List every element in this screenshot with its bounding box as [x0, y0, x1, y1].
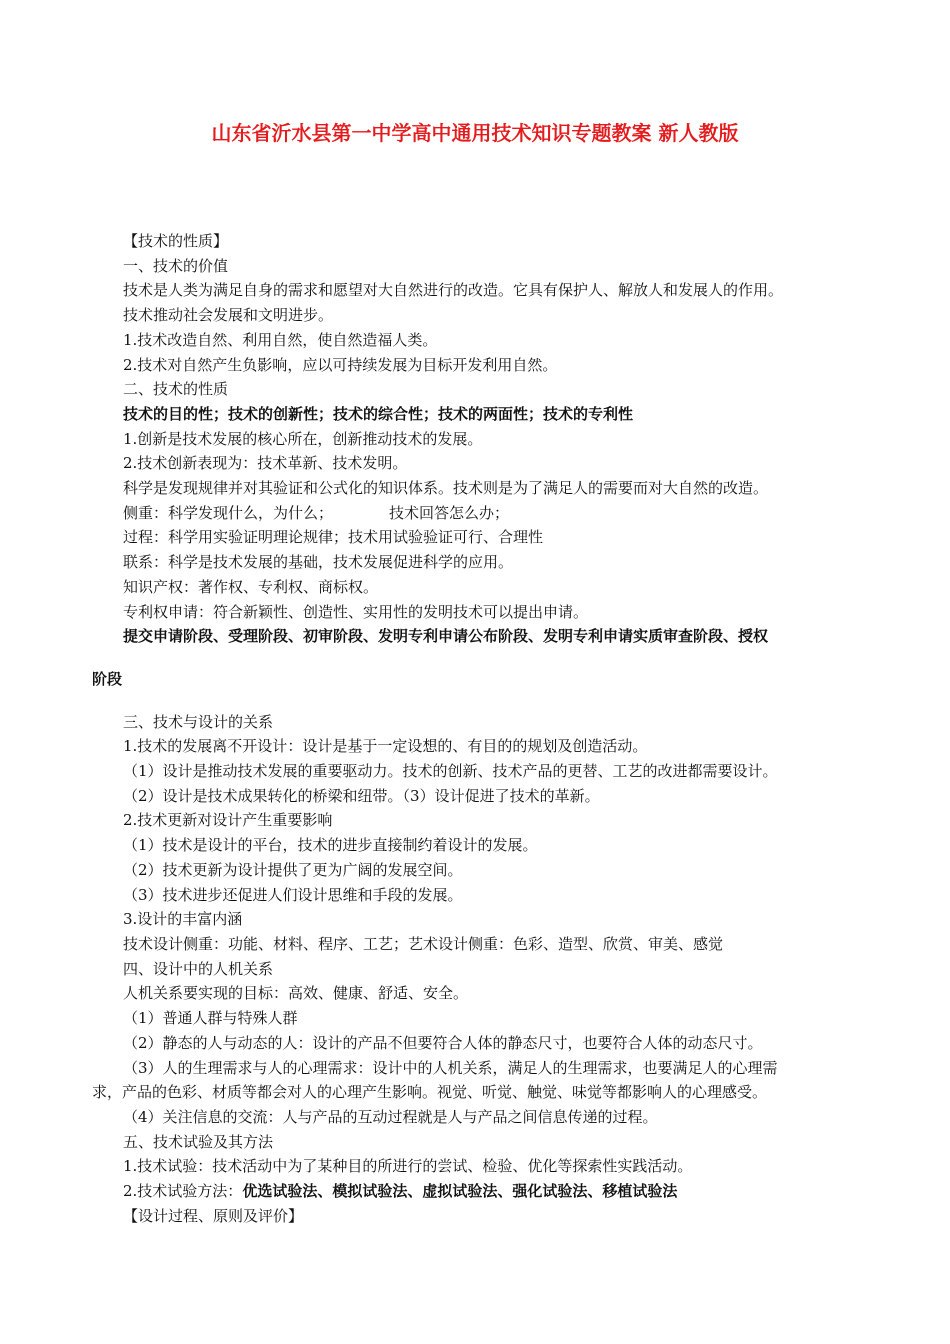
emphasis-text: 技术回答怎么办； [389, 503, 510, 522]
list-item: （2）技术更新为设计提供了更为广阔的发展空间。 [123, 860, 463, 879]
list-item [0, 1179, 950, 1204]
list-item: （2）设计是技术成果转化的桥梁和纽带。（3）设计促进了技术的革新。 [123, 786, 600, 805]
list-item-continued: 求，产品的色彩、材质等都会对人的心理产生影响。视觉、听觉、触觉、味觉等都影响人的心理感受。 [92, 1083, 768, 1102]
paragraph: 技术设计侧重：功能、材料、程序、工艺；艺术设计侧重：色彩、造型、欣赏、审美、感觉 [123, 934, 724, 953]
paragraph: 技术推动社会发展和文明进步。 [123, 306, 334, 325]
list-item: （3）人的生理需求与人的心理需求：设计中的人机关系，满足人的生理需求，也要满足人的心理需 [123, 1058, 778, 1077]
list-item: 1.技术改造自然、利用自然，使自然造福人类。 [123, 330, 438, 349]
paragraph: 联系：科学是技术发展的基础，技术发展促进科学的应用。 [123, 553, 514, 572]
list-item: 2.技术创新表现为：技术革新、技术发明。 [123, 454, 408, 473]
document-title: 山东省沂水县第一中学高中通用技术知识专题教案 新人教版 [211, 121, 739, 145]
emphasis-text: 侧重：科学发现什么，为什么； [123, 503, 334, 522]
bold-keypoints: 技术的目的性；技术的创新性；技术的综合性；技术的两面性；技术的专利性 [123, 404, 634, 423]
list-item: 1.技术试验：技术活动中为了某种目的所进行的尝试、检验、优化等探索性实践活动。 [123, 1157, 693, 1176]
paragraph: 知识产权：著作权、专利权、商标权。 [123, 577, 379, 596]
paragraph: 技术是人类为满足自身的需求和愿望对大自然进行的改造。它具有保护人、解放人和发展人的作用。 [123, 281, 784, 300]
list-item: （4）关注信息的交流：人与产品的互动过程就是人与产品之间信息传递的过程。 [123, 1107, 658, 1126]
list-item: 2.技术更新对设计产生重要影响 [123, 811, 333, 830]
paragraph [0, 501, 950, 526]
bold-keypoints: 提交申请阶段、受理阶段、初审阶段、发明专利申请公布阶段、发明专利申请实质审查阶段、授权 [123, 627, 769, 646]
subheading-nature: 二、技术的性质 [123, 380, 229, 399]
subheading-design-relation: 三、技术与设计的关系 [123, 712, 274, 731]
list-item: （2）静态的人与动态的人：设计的产品不但要符合人体的静态尺寸，也要符合人体的动态尺寸。 [123, 1033, 763, 1052]
list-item: （1）设计是推动技术发展的重要驱动力。技术的创新、技术产品的更替、工艺的改进都需要设计。 [123, 762, 778, 781]
list-item: 2.技术对自然产生负影响，应以可持续发展为目标开发利用自然。 [123, 355, 558, 374]
paragraph: 人机关系要实现的目标：高效、健康、舒适、安全。 [123, 984, 469, 1003]
paragraph: 科学是发现规律并对其验证和公式化的知识体系。技术则是为了满足人的需要而对大自然的改造。 [123, 479, 769, 498]
list-item: 1.创新是技术发展的核心所在，创新推动技术的发展。 [123, 429, 483, 448]
section-heading-design-process: 【设计过程、原则及评价】 [123, 1206, 304, 1225]
list-item: 1.技术的发展离不开设计：设计是基于一定设想的、有目的的规划及创造活动。 [123, 737, 648, 756]
list-item: （1）技术是设计的平台，技术的进步直接制约着设计的发展。 [123, 836, 538, 855]
subheading-human-machine: 四、设计中的人机关系 [123, 959, 274, 978]
subheading-experiment: 五、技术试验及其方法 [123, 1132, 274, 1151]
subheading-value: 一、技术的价值 [123, 256, 229, 275]
section-heading-nature: 【技术的性质】 [123, 232, 229, 250]
list-item-label: 2.技术试验方法： [123, 1182, 243, 1201]
bold-keypoints-continued: 阶段 [92, 669, 123, 688]
document-body [0, 229, 950, 1228]
paragraph: 专利权申请：符合新颖性、创造性、实用性的发明技术可以提出申请。 [123, 602, 589, 621]
list-item: （3）技术进步还促进人们设计思维和手段的发展。 [123, 885, 463, 904]
paragraph: 过程：科学用实验证明理论规律；技术用试验验证可行、合理性 [123, 528, 544, 547]
list-item: 3.设计的丰富内涵 [123, 910, 243, 929]
bold-methods: 优选试验法、模拟试验法、虚拟试验法、强化试验法、移植试验法 [242, 1182, 678, 1201]
list-item: （1）普通人群与特殊人群 [123, 1009, 298, 1028]
